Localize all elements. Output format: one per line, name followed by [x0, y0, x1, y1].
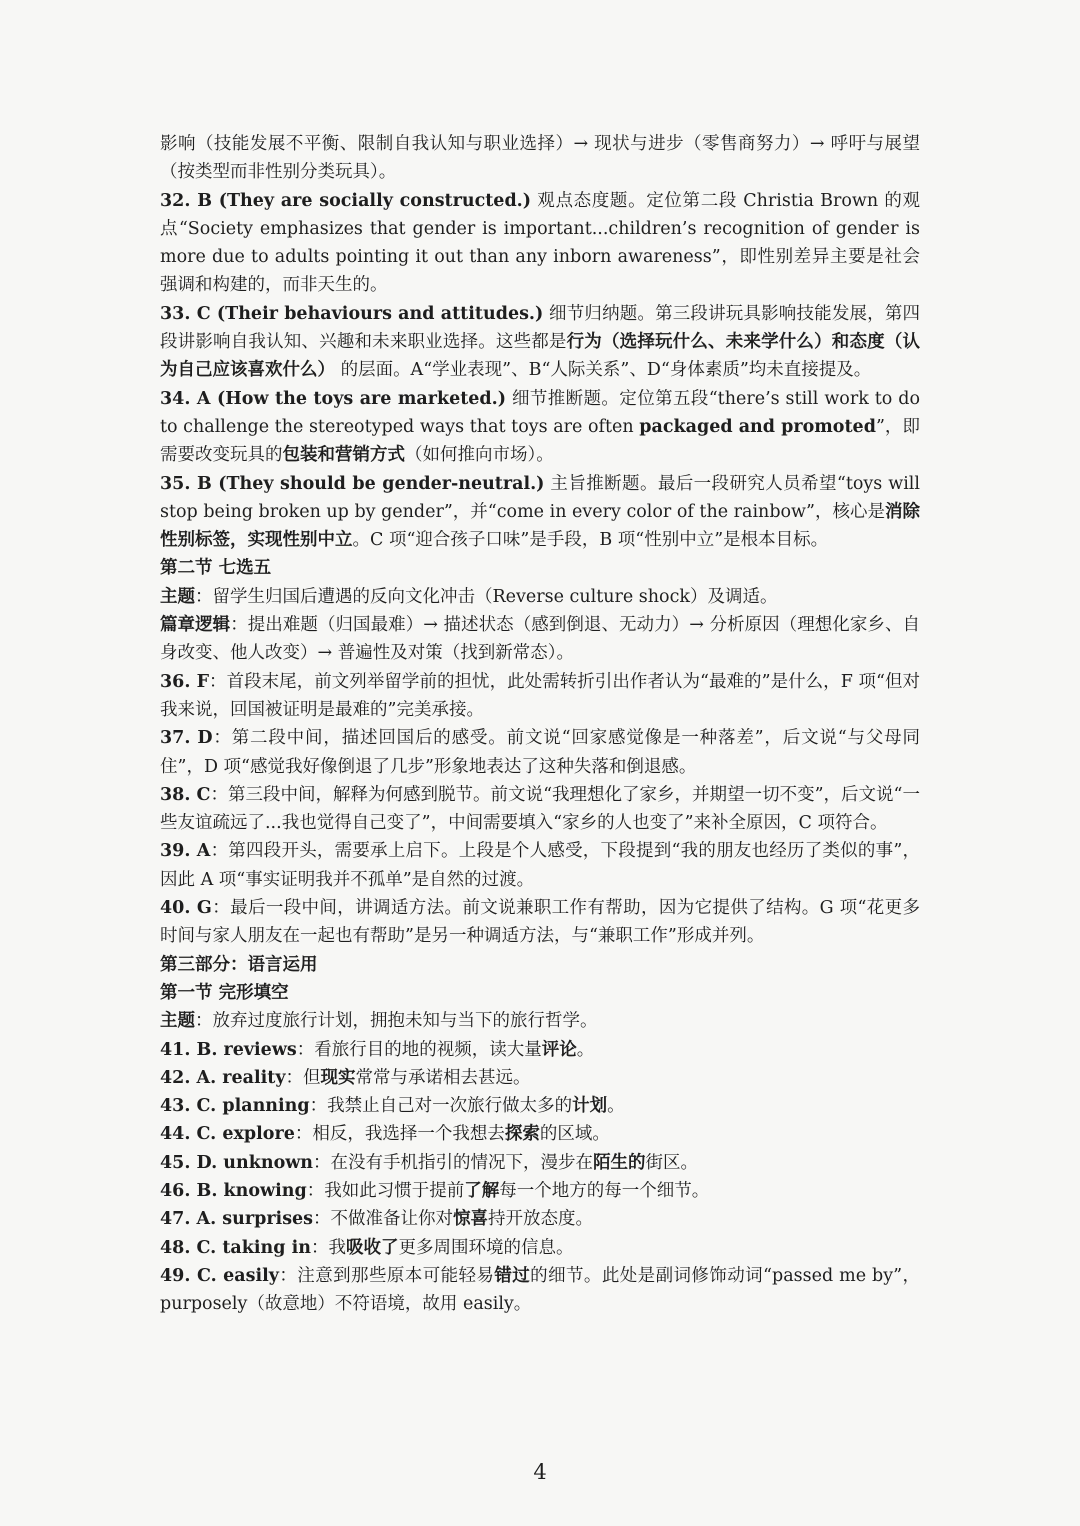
explanation-paragraph: [160, 470, 920, 555]
bold-text-run: 36. F: [160, 671, 209, 692]
bold-text-run: 吸收了: [345, 1237, 399, 1258]
bold-text-run: 主题: [160, 586, 195, 607]
bold-text-run: 38. C: [160, 784, 211, 805]
bold-text-run: 46. B. knowing: [160, 1180, 307, 1201]
explanation-paragraph: [160, 837, 920, 894]
text-run: 每一个地方的每一个细节。: [499, 1180, 710, 1201]
bold-text-run: 34. A (How the toys are marketed.): [160, 388, 507, 409]
text-run: 。C 项“迎合孩子口味”是手段，B 项“性别中立”是根本目标。: [352, 530, 829, 551]
text-run: （如何推向市场）。: [405, 445, 554, 466]
explanation-paragraph: [160, 951, 920, 979]
text-run: ：留学生归国后遭遇的反向文化冲击（Reverse culture shock）及调适。: [195, 586, 778, 607]
bold-text-run: 第一节 完形填空: [160, 982, 289, 1003]
bold-text-run: 49. C. easily: [160, 1265, 279, 1286]
text-run: ：看旅行目的地的视频，读大量: [296, 1039, 542, 1060]
bold-text-run: 现实: [320, 1067, 356, 1088]
text-run: ：第四段开头，需要承上启下。上段是个人感受，下段提到“我的朋友也经历了类似的事”，因此 A 项“事实证明我并不孤单”是自然的过渡。: [160, 841, 920, 890]
bold-text-run: 40. G: [160, 898, 212, 919]
explanation-paragraph: [160, 668, 920, 725]
bold-text-run: packaged and promoted: [639, 416, 876, 437]
text-run: 的层面。A“学业表现”、B“人际关系”、D“身体素质”均未直接提及。: [335, 360, 872, 381]
explanation-paragraph: [160, 1205, 920, 1233]
text-run: 的细节。此处是副词修饰动词“passed me by”，purposely（故意地）不符语境，故用 easily。: [160, 1265, 920, 1315]
text-run: 更多周围环境的信息。: [398, 1237, 574, 1258]
bold-text-run: 33. C (Their behaviours and attitudes.): [160, 303, 544, 324]
bold-text-run: 37. D: [160, 728, 213, 749]
explanation-paragraph: [160, 611, 920, 668]
explanation-paragraph: [160, 130, 920, 187]
explanation-paragraph: [160, 554, 920, 582]
explanation-paragraph: [160, 300, 920, 385]
bold-text-run: 41. B. reviews: [160, 1039, 297, 1060]
text-run: ：在没有手机指引的情况下，漫步在: [313, 1152, 594, 1173]
bold-text-run: 47. A. surprises: [160, 1209, 314, 1230]
bold-text-run: 惊喜: [453, 1209, 489, 1230]
bold-text-run: 45. D. unknown: [160, 1152, 314, 1173]
explanation-paragraph: [160, 1177, 920, 1205]
text-run: ：第三段中间，解释为何感到脱节。前文说“我理想化了家乡，并期望一切不变”，后文说“一些友谊疏远了...我也觉得自己变了”，中间需要填入“家乡的人也变了”来补全原因，C 项符合。: [160, 784, 921, 834]
explanation-paragraph: [160, 1262, 920, 1319]
bold-text-run: 48. C. taking in: [160, 1237, 311, 1258]
explanation-paragraph: [160, 894, 920, 951]
text-run: 。: [607, 1096, 625, 1117]
text-run: 观点态度题。定位第二段 Christia Brown 的观点“Society emphasizes that gender is important...children’s recognition of gender is more due to adults pointing it out than any inborn awareness”，即性别差异主要是社会强调和构建的，而非天生的。: [160, 190, 921, 296]
text-run: ：但: [285, 1067, 321, 1088]
text-run: 街区。: [645, 1152, 699, 1173]
text-run: ：相反，我选择一个我想去: [294, 1124, 505, 1145]
text-run: 。: [576, 1039, 595, 1060]
explanation-paragraph: [160, 1120, 920, 1148]
explanation-paragraph: [160, 1036, 920, 1064]
bold-text-run: 篇章逻辑: [160, 615, 231, 636]
explanation-paragraph: [160, 187, 920, 300]
bold-text-run: 第二节 七选五: [160, 558, 272, 579]
bold-text-run: 消除性别标签，实现性别中立: [160, 501, 921, 551]
text-run: ：我: [310, 1237, 346, 1258]
text-run: ：第二段中间，描述回国后的感受。前文说“回家感觉像是一种落差”，后文说“与父母同住”，D 项“感觉我好像倒退了几步”形象地表达了这种失落和倒退感。: [160, 728, 920, 777]
answer-explanations: [160, 130, 920, 1318]
text-run: 常常与承诺相去甚远。: [355, 1067, 531, 1088]
text-run: 影响（技能发展不平衡、限制自我认知与职业选择）→ 现状与进步（零售商努力）→ 呼吁与展望（按类型而非性别分类玩具）。: [160, 134, 920, 183]
bold-text-run: 32. B (They are socially constructed.): [160, 190, 532, 211]
bold-text-run: 主题: [160, 1011, 195, 1032]
text-run: 持开放态度。: [488, 1209, 594, 1230]
bold-text-run: 陌生的: [593, 1152, 646, 1173]
bold-text-run: 42. A. reality: [160, 1067, 286, 1088]
bold-text-run: 43. C. planning: [160, 1096, 310, 1117]
text-run: ：我如此习惯于提前: [306, 1180, 465, 1201]
bold-text-run: 错过: [494, 1265, 531, 1286]
explanation-paragraph: [160, 385, 920, 470]
bold-text-run: 35. B (They should be gender-neutral.): [160, 473, 545, 494]
explanation-paragraph: [160, 979, 920, 1007]
bold-text-run: 39. A: [160, 841, 211, 862]
text-run: ：首段末尾，前文列举留学前的担忧，此处需转折引出作者认为“最难的”是什么，F 项“但对我来说，回国被证明是最难的”完美承接。: [160, 671, 920, 720]
bold-text-run: 第三部分：语言运用: [160, 954, 318, 975]
bold-text-run: 44. C. explore: [160, 1124, 295, 1145]
text-run: ”，即需要改变玩具的: [160, 416, 920, 466]
text-run: ：我禁止自己对一次旅行做太多的: [309, 1096, 573, 1117]
text-run: 主旨推断题。最后一段研究人员希望“toys will stop being broken up by gender”，并“come in every color of the rainbow”，核心是: [160, 473, 920, 522]
text-run: ：放弃过度旅行计划，拥抱未知与当下的旅行哲学。: [195, 1011, 598, 1032]
explanation-paragraph: [160, 1234, 920, 1262]
explanation-paragraph: [160, 1092, 920, 1120]
explanation-paragraph: [160, 1149, 920, 1177]
text-run: ：不做准备让你对: [313, 1209, 454, 1230]
bold-text-run: 包装和营销方式: [282, 445, 405, 466]
bold-text-run: 评论: [541, 1039, 577, 1060]
explanation-paragraph: [160, 1064, 920, 1092]
explanation-paragraph: [160, 724, 920, 781]
bold-text-run: 行为（选择玩什么、未来学什么）和态度（认为自己应该喜欢什么）: [160, 332, 921, 381]
bold-text-run: 了解: [464, 1180, 500, 1201]
text-run: ：注意到那些原本可能轻易: [278, 1265, 495, 1286]
bold-text-run: 计划: [572, 1096, 608, 1117]
bold-text-run: 探索: [504, 1124, 540, 1145]
text-run: 细节推断题。定位第五段“there’s still work to do to challenge the stereotyped ways that toys are often: [160, 388, 921, 437]
page-number: 4: [533, 1460, 547, 1484]
explanation-paragraph: [160, 781, 920, 838]
text-run: 的区域。: [539, 1124, 610, 1145]
text-run: ：最后一段中间，讲调适方法。前文说兼职工作有帮助，因为它提供了结构。G 项“花更多时间与家人朋友在一起也有帮助”是另一种调适方法，与“兼职工作”形成并列。: [160, 898, 920, 947]
text-run: ：提出难题（归国最难）→ 描述状态（感到倒退、无动力）→ 分析原因（理想化家乡、自身改变、他人改变）→ 普遍性及对策（找到新常态）。: [160, 615, 921, 664]
text-run: 细节归纳题。第三段讲玩具影响技能发展，第四段讲影响自我认知、兴趣和未来职业选择。这些都是: [160, 303, 921, 353]
explanation-paragraph: [160, 1007, 920, 1035]
explanation-paragraph: [160, 583, 920, 611]
